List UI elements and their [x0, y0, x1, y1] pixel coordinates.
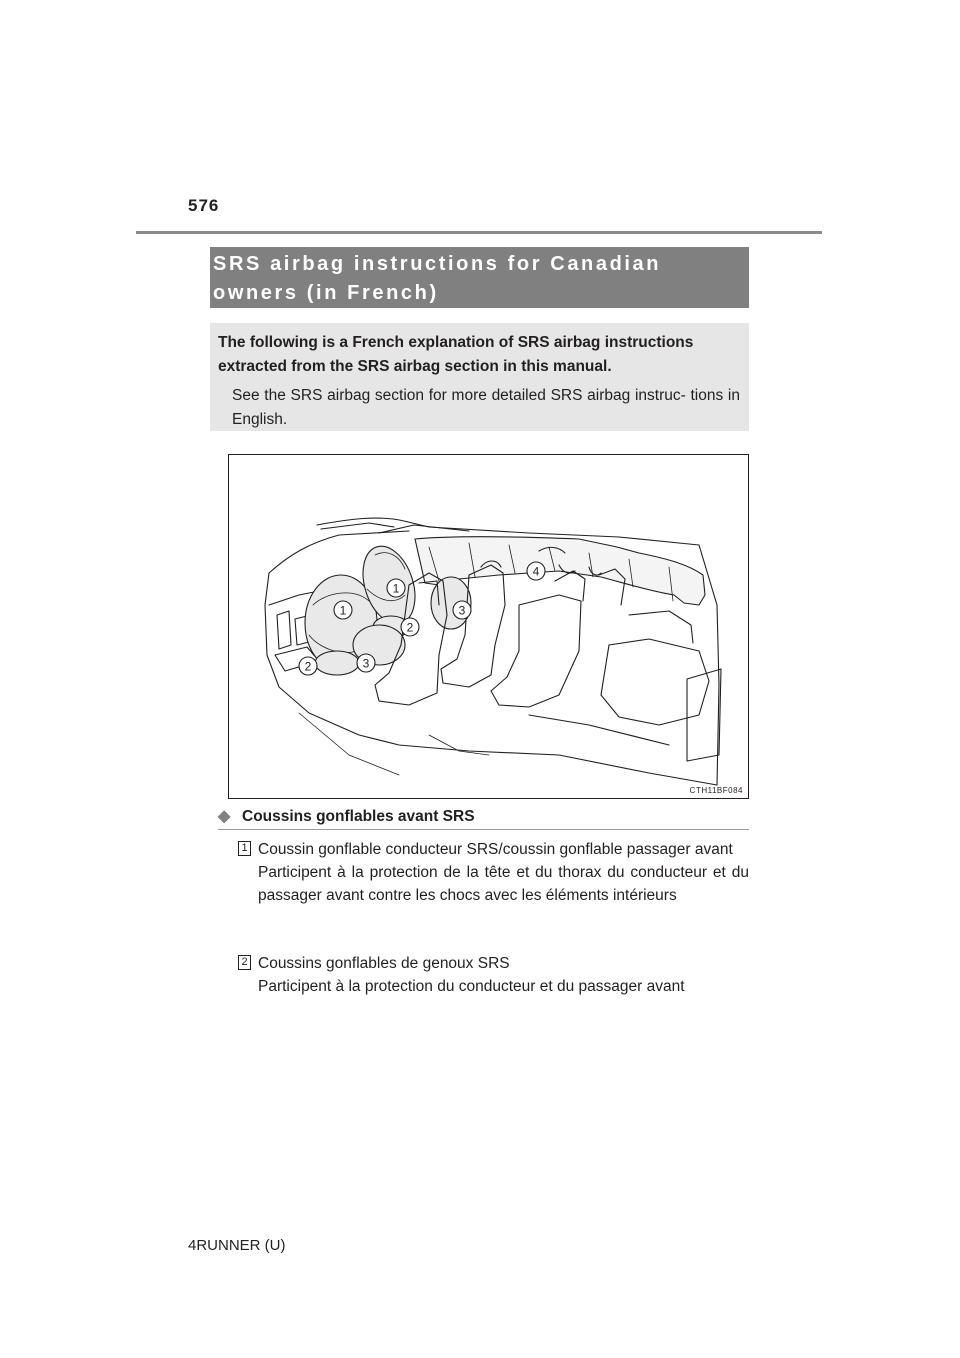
section-title-line1: SRS airbag instructions for Canadian: [213, 253, 662, 275]
subsection-heading-text: Coussins gonflables avant SRS: [242, 808, 475, 825]
intro-box: [210, 323, 749, 431]
item-description: Participent à la protection de la tête et du thorax du conducteur et du passager avant contre les chocs avec les éléments intérieurs: [258, 864, 749, 904]
diamond-bullet-icon: ◆: [218, 808, 231, 825]
figure-code: CTH11BF084: [689, 786, 743, 795]
callout-1-upper: 1: [392, 581, 400, 596]
section-title-line2: owners (in French): [213, 282, 439, 304]
page-number: 576: [188, 196, 220, 215]
intro-bold-text: The following is a French explanation of SRS airbag instructions extracted from the SRS airbag section in this manual.: [218, 334, 694, 375]
list-item: [238, 952, 749, 998]
callout-3-upper: 3: [458, 603, 466, 618]
intro-note: See the SRS airbag section for more detailed SRS airbag instruc- tions in English.: [232, 387, 740, 428]
top-rule: [136, 231, 822, 234]
subsection-heading: [218, 806, 475, 826]
section-header: [210, 247, 749, 308]
list-item: [238, 838, 749, 907]
callout-1-lower: 1: [339, 603, 347, 618]
item-title: Coussin gonflable conducteur SRS/coussin gonflable passager avant: [258, 841, 733, 858]
callout-3-lower: 3: [362, 656, 370, 671]
vehicle-interior-drawing: [229, 455, 748, 798]
footer-model: 4RUNNER (U): [188, 1237, 286, 1254]
callout-4: 4: [532, 564, 540, 579]
subsection-rule: [218, 829, 749, 830]
item-description: Participent à la protection du conducteur et du passager avant: [258, 978, 685, 995]
item-number-badge: 1: [238, 841, 251, 856]
airbag-illustration: [228, 454, 749, 799]
item-title: Coussins gonflables de genoux SRS: [258, 955, 510, 972]
callout-2-upper: 2: [406, 620, 414, 635]
callout-2-lower: 2: [304, 659, 312, 674]
item-number-badge: 2: [238, 955, 251, 970]
